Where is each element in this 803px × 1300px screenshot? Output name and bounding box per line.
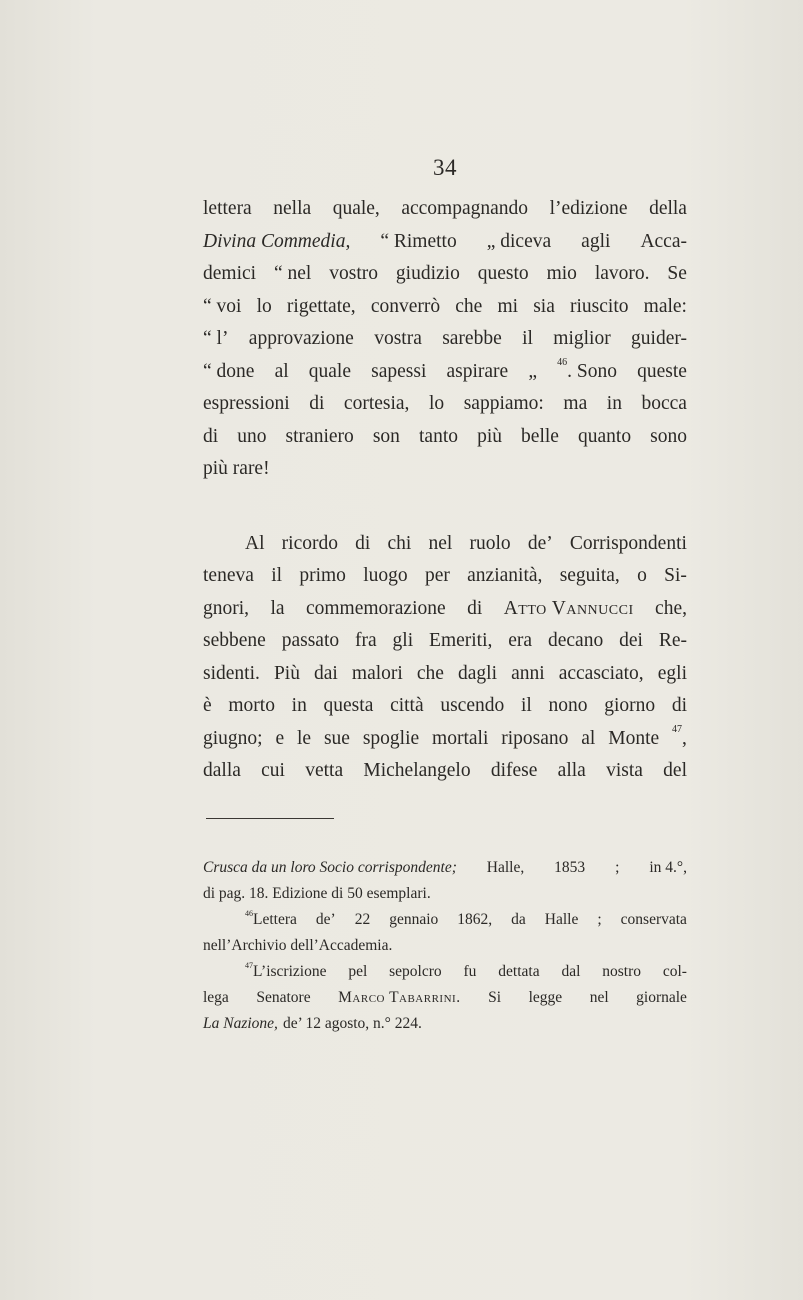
word: fra — [355, 630, 377, 651]
p2-line-7: giugno; e le sue spoglie mortali riposano al Monte $^{47}$, — [203, 723, 687, 756]
word: di — [467, 597, 483, 619]
word: il — [520, 695, 532, 716]
p1-line-2 — [203, 226, 687, 259]
p1-line-3 — [203, 258, 687, 291]
note45-line-2: di pag. 18. Edizione di 50 esemplari. — [203, 885, 431, 902]
word: di — [309, 393, 325, 414]
footnote-ref-46: 46 — [557, 356, 568, 368]
word: gnori, — [203, 597, 250, 619]
p2-line-4 — [203, 625, 687, 658]
p2-line-2 — [203, 560, 687, 593]
word: vetta — [305, 760, 344, 781]
word: dagli — [458, 662, 497, 684]
word: legge — [528, 989, 563, 1006]
p2-line-1 — [203, 528, 687, 561]
note47-line-3: La Nazione, de’ 12 agosto, n.° 224. — [203, 1011, 687, 1037]
word: giorno — [604, 695, 656, 716]
word: la — [270, 597, 285, 619]
word: gennaio — [389, 911, 439, 928]
word: espressioni — [203, 393, 290, 414]
word: sarebbe — [442, 328, 502, 349]
word: ; — [615, 859, 620, 876]
word: lavoro. — [594, 263, 650, 284]
word: giugno; — [203, 727, 263, 749]
word: anzianità, — [467, 565, 543, 586]
word: più — [477, 425, 502, 447]
page-number: 34 — [433, 155, 457, 180]
footnote-47-number: 47 — [245, 961, 253, 970]
word: Michelangelo — [363, 760, 471, 781]
word: e — [275, 727, 285, 749]
word: uno — [237, 425, 267, 447]
word: guider- — [631, 328, 687, 349]
person-name-vannucci: Atto Vannucci — [503, 597, 634, 619]
footnotes — [203, 855, 687, 1037]
word: questa — [323, 695, 374, 716]
word: giornale — [636, 989, 687, 1006]
word: anni — [511, 662, 545, 684]
word: quale — [308, 360, 351, 382]
word: Senatore — [256, 989, 311, 1006]
note46-line-2: nell’Archivio dell’Accademia. — [203, 937, 393, 954]
word: de’ — [315, 911, 336, 928]
word: 1862, — [457, 911, 493, 928]
word: il — [271, 565, 283, 586]
word: fu — [463, 963, 477, 980]
word: 22 — [354, 911, 371, 928]
main-text — [203, 193, 687, 788]
word: dei — [619, 630, 643, 651]
footnote-46-number: 46 — [245, 909, 253, 918]
word: quale, — [332, 198, 380, 219]
word: del — [663, 760, 687, 781]
word: vostro — [329, 263, 378, 284]
word: da — [511, 911, 526, 928]
p1-line-7 — [203, 388, 687, 421]
word: lettera — [203, 198, 252, 219]
word: sia — [533, 295, 555, 317]
word: mortali — [432, 727, 489, 749]
word: rigettate, — [286, 295, 356, 317]
word: riposano — [501, 727, 569, 749]
word: nostro — [602, 963, 641, 980]
word: dalla — [203, 760, 241, 781]
word: passato — [281, 630, 340, 651]
word: Se — [667, 263, 687, 284]
word: male: — [643, 295, 687, 317]
footnote-ref-47: 47 — [672, 723, 683, 735]
work-title: Divina Commedia, — [203, 230, 351, 252]
word: di — [671, 695, 687, 716]
word: lo — [428, 393, 445, 414]
word: per — [424, 565, 450, 586]
word: al — [274, 360, 289, 382]
word: chi — [387, 532, 412, 554]
word: sono — [650, 425, 687, 447]
word: Emeriti, — [429, 630, 493, 651]
word: accasciato, — [558, 662, 644, 684]
word: di — [355, 532, 371, 554]
word: teneva — [203, 565, 254, 586]
word: in 4.°, — [649, 859, 687, 876]
word: bocca — [641, 393, 687, 414]
word: egli — [657, 662, 687, 684]
word: Monte — [608, 727, 660, 749]
word: approvazione — [248, 328, 354, 349]
word: “ voi — [203, 295, 242, 317]
word: agli — [581, 230, 611, 252]
p2-line-6 — [203, 690, 687, 723]
word: questo — [477, 263, 529, 284]
word: accompagnando — [401, 198, 529, 219]
word: sebbene — [203, 630, 266, 651]
p2-line-8 — [203, 755, 687, 788]
note47-line-1: $^{47}$L’iscrizione pel sepolcro fu dettata dal nostro col- — [203, 959, 687, 985]
word: dal — [561, 963, 581, 980]
word: “ Rimetto — [380, 230, 457, 252]
word: commemorazione — [305, 597, 446, 619]
word: le — [297, 727, 312, 749]
word: di — [203, 425, 219, 447]
word: in — [291, 695, 307, 716]
word: alla — [557, 760, 586, 781]
word: riuscito — [570, 295, 629, 317]
word: al — [581, 727, 596, 749]
word: malori — [351, 662, 403, 684]
word: o — [637, 565, 647, 586]
word: gli — [392, 630, 414, 651]
p1-line-8 — [203, 421, 687, 454]
word: Al — [245, 532, 265, 554]
word: che — [416, 662, 444, 684]
word: “ nel — [273, 263, 312, 284]
word: straniero — [285, 425, 354, 447]
word: pel — [348, 963, 368, 980]
word: vostra — [374, 328, 422, 349]
note45-line-1 — [203, 855, 687, 881]
word: vista — [606, 760, 643, 781]
footnote-divider — [206, 818, 334, 819]
word: è — [203, 695, 212, 716]
word: nel — [589, 989, 609, 1006]
word: de’ — [527, 532, 553, 554]
word: „ — [528, 360, 537, 382]
word: lo — [256, 295, 272, 317]
word: col- — [662, 963, 687, 980]
word: seguita, — [559, 565, 620, 586]
word: ricordo — [281, 532, 338, 554]
word: belle — [521, 425, 559, 447]
p1-line-1 — [203, 193, 687, 226]
word: uscendo — [440, 695, 505, 716]
word: “ l’ — [203, 328, 229, 349]
word: “ done — [203, 360, 255, 382]
word: quanto — [578, 425, 632, 447]
word: primo — [299, 565, 346, 586]
word: della — [649, 198, 687, 219]
word: mio — [546, 263, 577, 284]
word: converrò — [370, 295, 441, 317]
word: cui — [261, 760, 285, 781]
word: nono — [548, 695, 588, 716]
word: nella — [273, 198, 312, 219]
word: Re- — [658, 630, 687, 651]
word: luogo — [363, 565, 408, 586]
word: dettata — [498, 963, 540, 980]
p2-line-5 — [203, 658, 687, 691]
word: difese — [490, 760, 538, 781]
word: sue — [323, 727, 350, 749]
word: aspirare — [446, 360, 509, 382]
word: lega — [203, 989, 229, 1006]
newspaper-title: La Nazione, — [203, 1015, 278, 1032]
word: Corrispondenti — [569, 532, 687, 554]
word: tanto — [419, 425, 458, 447]
word: conservata — [620, 911, 687, 928]
word: sappiamo: — [463, 393, 544, 414]
word: ; — [597, 911, 602, 928]
word: sidenti. — [203, 662, 260, 684]
word: demici — [203, 263, 257, 284]
p1-line-6: “ done al quale sapessi aspirare „ $^{46}$. Sono queste — [203, 356, 687, 389]
p1-line-4 — [203, 291, 687, 324]
word: Acca- — [640, 230, 687, 252]
p1-line-5 — [203, 323, 687, 356]
p2-line-3: gnori, la commemorazione di Atto Vannucci che, — [203, 593, 687, 626]
word: sapessi — [371, 360, 427, 382]
word: Halle, — [486, 859, 525, 876]
word: l’edizione — [549, 198, 628, 219]
note46-line-1: $^{46}$Lettera de’ 22 gennaio 1862, da Halle ; conservata — [203, 907, 687, 933]
note47-line-2 — [203, 985, 687, 1011]
word: il — [522, 328, 533, 349]
note45-title: Crusca da un loro Socio corrispondente; — [203, 859, 457, 876]
word: giudizio — [395, 263, 460, 284]
word: cortesia, — [343, 393, 410, 414]
word: 1853 — [554, 859, 586, 876]
word: „ diceva — [486, 230, 552, 252]
word: Halle — [544, 911, 579, 928]
word: spoglie — [362, 727, 420, 749]
word: mi — [497, 295, 519, 317]
word: era — [508, 630, 533, 651]
word: Si- — [664, 565, 687, 586]
word: nel — [428, 532, 453, 554]
word: in — [606, 393, 622, 414]
person-name-tabarrini: Marco Tabarrini. — [338, 989, 461, 1006]
word: son — [372, 425, 400, 447]
p1-line-9: più rare! — [203, 458, 270, 479]
word: Più — [273, 662, 300, 684]
word: ma — [563, 393, 588, 414]
word: che — [455, 295, 483, 317]
word: dai — [314, 662, 338, 684]
word: Si — [488, 989, 502, 1006]
word: sepolcro — [389, 963, 442, 980]
word: miglior — [553, 328, 611, 349]
word: morto — [228, 695, 275, 716]
word: decano — [547, 630, 604, 651]
word: ruolo — [469, 532, 511, 554]
word: città — [390, 695, 424, 716]
